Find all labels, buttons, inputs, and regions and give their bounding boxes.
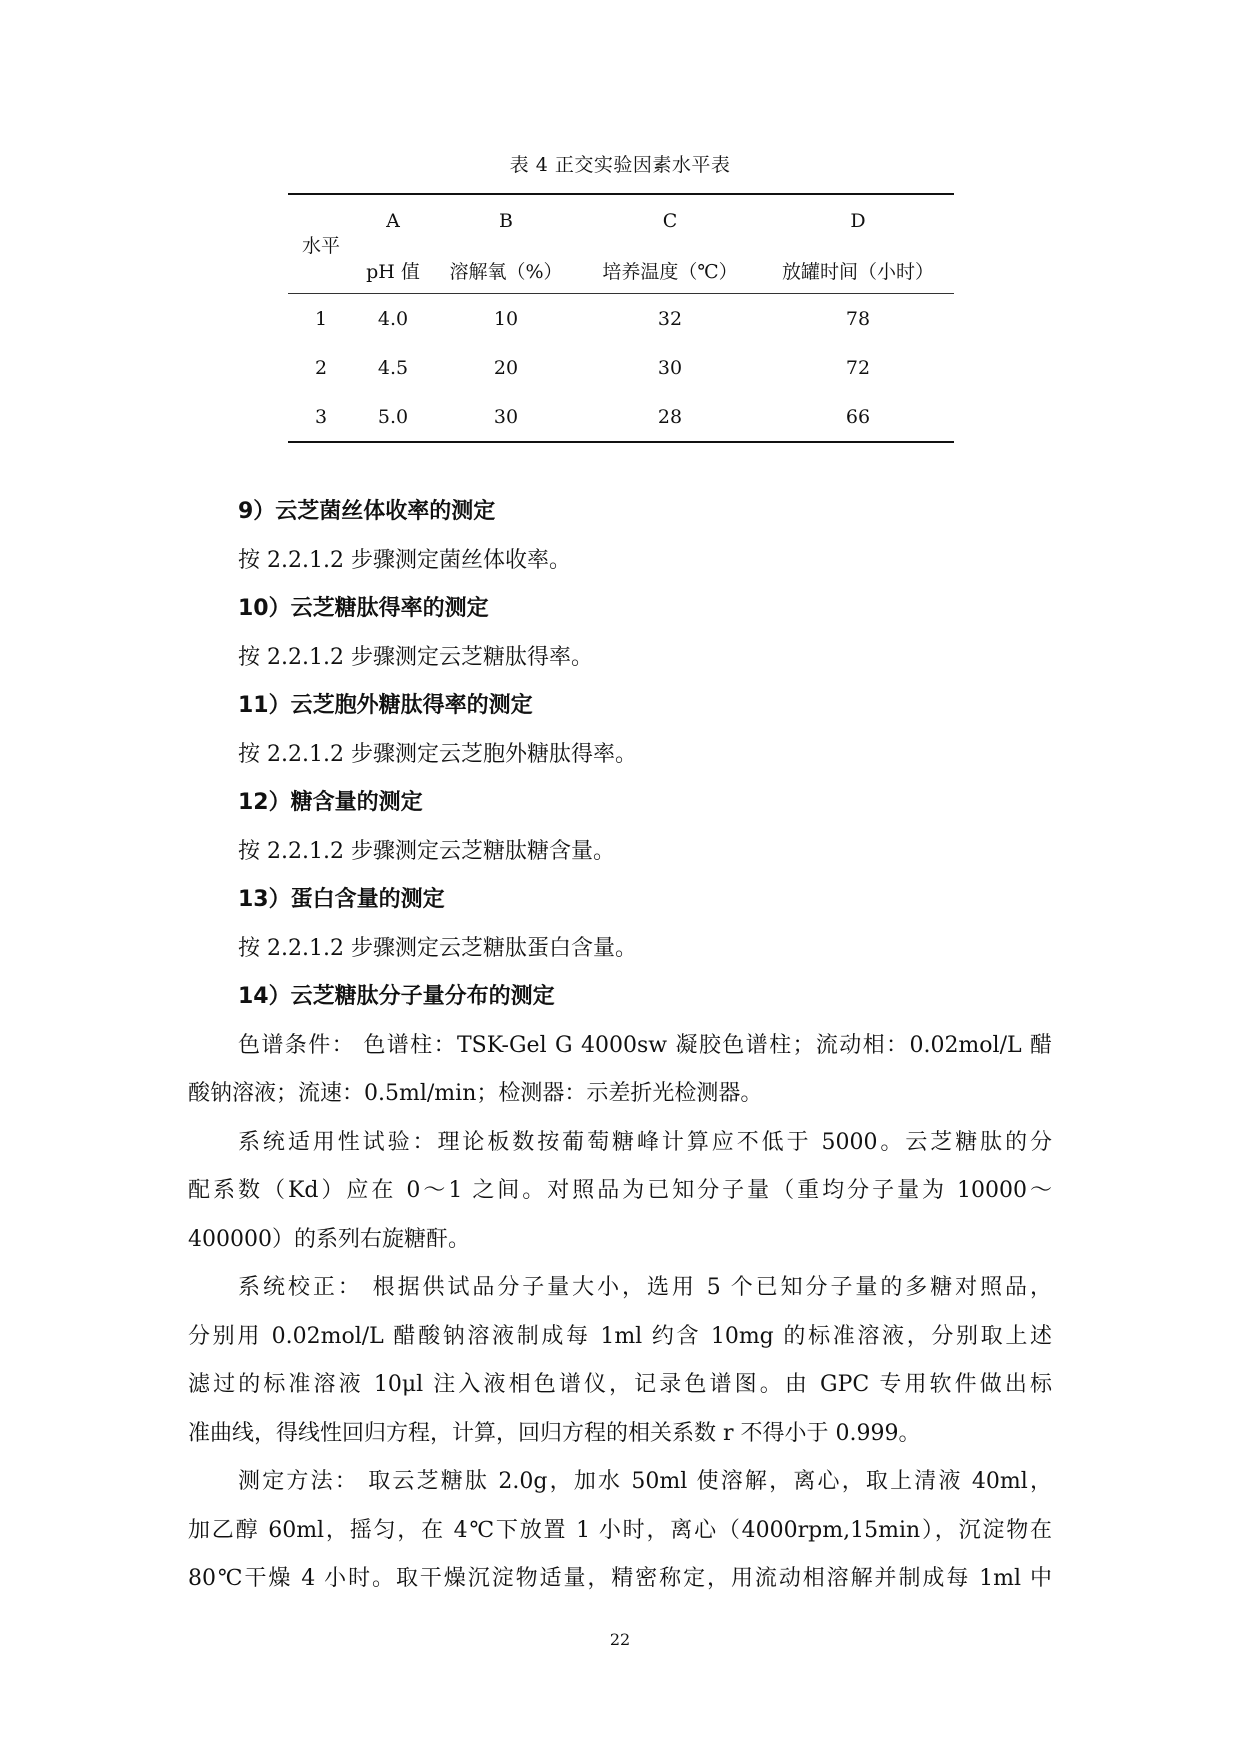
section-body-11: 按 2.2.1.2 步骤测定云芝胞外糖肽得率。 — [238, 742, 637, 767]
factor-name-c: 培养温度（℃） — [602, 261, 738, 283]
paragraph-line: 准曲线，得线性回归方程，计算，回归方程的相关系数 r 不得小于 0.999。 — [188, 1421, 921, 1446]
paragraph-line: 测定方法： 取云芝糖肽 2.0g，加水 50ml 使溶解，离心，取上清液 40ml， — [238, 1469, 1052, 1494]
factor-name-d: 放罐时间（小时） — [781, 261, 935, 283]
table-bottom-rule — [288, 441, 954, 443]
table-cell: 28 — [657, 406, 683, 428]
table-cell: 4.0 — [377, 308, 409, 330]
table-cell: 10 — [493, 308, 519, 330]
factor-letter-c: C — [662, 210, 678, 232]
paragraph-line: 加乙醇 60ml，摇匀，在 4℃下放置 1 小时，离心（4000rpm,15min），沉淀物在 — [188, 1518, 1052, 1543]
factor-name-a: pH 值 — [366, 261, 420, 283]
section-body-13: 按 2.2.1.2 步骤测定云芝糖肽蛋白含量。 — [238, 936, 637, 961]
table-top-rule — [288, 193, 954, 195]
paragraph-line: 滤过的标准溶液 10μl 注入液相色谱仪，记录色谱图。由 GPC 专用软件做出标 — [188, 1372, 1052, 1397]
table-cell-level: 3 — [314, 406, 328, 428]
section-heading-12: 12）糖含量的测定 — [238, 790, 423, 815]
paragraph-line: 色谱条件： 色谱柱：TSK-Gel G 4000sw 凝胶色谱柱；流动相：0.02mol/L 醋 — [238, 1033, 1052, 1058]
paragraph-line: 酸钠溶液；流速：0.5ml/min；检测器：示差折光检测器。 — [188, 1081, 763, 1106]
section-heading-10: 10）云芝糖肽得率的测定 — [238, 596, 489, 621]
table-cell: 72 — [845, 357, 871, 379]
factor-letter-b: B — [499, 210, 513, 232]
table-cell: 78 — [845, 308, 871, 330]
paragraph-line: 系统校正： 根据供试品分子量大小，选用 5 个已知分子量的多糖对照品， — [238, 1275, 1052, 1300]
paragraph-line: 80℃干燥 4 小时。取干燥沉淀物适量，精密称定，用流动相溶解并制成每 1ml 中 — [188, 1566, 1052, 1591]
table-cell: 5.0 — [377, 406, 409, 428]
table-caption: 表 4 正交实验因素水平表 — [509, 154, 731, 176]
factor-name-b: 溶解氧（%） — [449, 261, 563, 283]
section-heading-13: 13）蛋白含量的测定 — [238, 887, 445, 912]
section-body-12: 按 2.2.1.2 步骤测定云芝糖肽糖含量。 — [238, 839, 615, 864]
table-cell: 20 — [493, 357, 519, 379]
paragraph-line: 400000）的系列右旋糖酐。 — [188, 1227, 470, 1252]
row-header-cell: 水平 — [301, 235, 341, 257]
table-cell-level: 2 — [314, 357, 328, 379]
section-heading-11: 11）云芝胞外糖肽得率的测定 — [238, 693, 533, 718]
factor-letter-d: D — [850, 210, 866, 232]
section-heading-9: 9）云芝菌丝体收率的测定 — [238, 499, 496, 524]
paragraph-line: 分别用 0.02mol/L 醋酸钠溶液制成每 1ml 约含 10mg 的标准溶液，分别取上述 — [188, 1324, 1052, 1349]
table-cell: 4.5 — [377, 357, 409, 379]
table-cell: 66 — [845, 406, 871, 428]
page-number: 22 — [609, 1630, 631, 1649]
section-body-9: 按 2.2.1.2 步骤测定菌丝体收率。 — [238, 548, 571, 573]
section-body-10: 按 2.2.1.2 步骤测定云芝糖肽得率。 — [238, 645, 593, 670]
paragraph-line: 系统适用性试验：理论板数按葡萄糖峰计算应不低于 5000。云芝糖肽的分 — [238, 1130, 1052, 1155]
table-header-rule — [288, 293, 954, 294]
section-heading-14: 14）云芝糖肽分子量分布的测定 — [238, 984, 555, 1009]
table-cell: 32 — [657, 308, 683, 330]
table-cell: 30 — [657, 357, 683, 379]
factor-letter-a: A — [386, 210, 400, 232]
table-cell: 30 — [493, 406, 519, 428]
table-cell-level: 1 — [314, 308, 328, 330]
paragraph-line: 配系数（Kd）应在 0～1 之间。对照品为已知分子量（重均分子量为 10000～ — [188, 1178, 1052, 1203]
